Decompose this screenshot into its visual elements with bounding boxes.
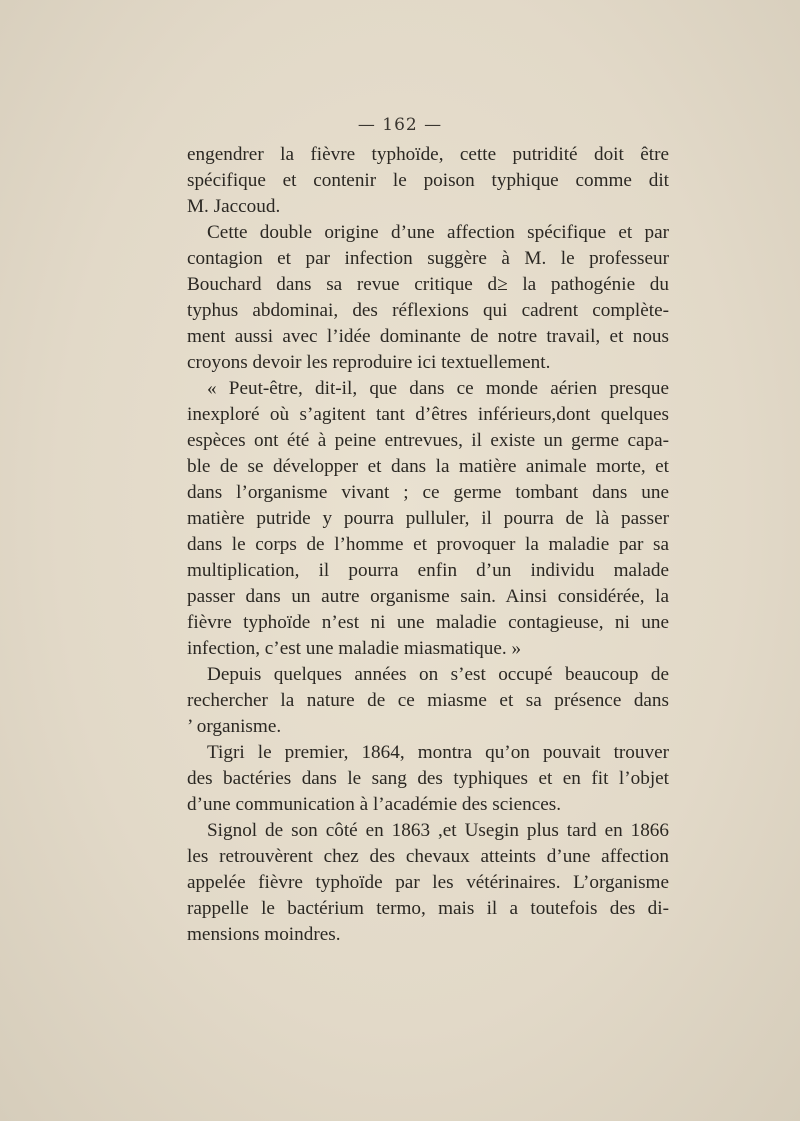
text-line: inexploré où s’agitent tant d’êtres inférieurs,dont quelques — [187, 404, 669, 425]
text-line: rappelle le bactérium termo, mais il a toutefois des di- — [187, 898, 669, 919]
text-line: passer dans un autre organisme sain. Ainsi considérée, la — [187, 586, 669, 607]
text-line: les retrouvèrent chez des chevaux atteints d’une affection — [187, 846, 669, 867]
text-line: typhus abdominai, des réflexions qui cadrent complète- — [187, 300, 669, 321]
text-line: appelée fièvre typhoïde par les vétérinaires. L’organisme — [187, 872, 669, 893]
text-line: Bouchard dans sa revue critique d≥ la pathogénie du — [187, 274, 669, 295]
text-line: ment aussi avec l’idée dominante de notre travail, et nous — [187, 326, 669, 347]
text-line: dans le corps de l’homme et provoquer la maladie par sa — [187, 534, 669, 555]
text-line: ble de se développer et dans la matière animale morte, et — [187, 456, 669, 477]
text-line: Tigri le premier, 1864, montra qu’on pouvait trouver — [207, 742, 669, 763]
text-line: multiplication, il pourra enfin d’un individu malade — [187, 560, 669, 581]
text-line: mensions moindres. — [187, 924, 341, 945]
text-line: dans l’organisme vivant ; ce germe tombant dans une — [187, 482, 669, 503]
text-line: d’une communication à l’académie des sciences. — [187, 794, 561, 815]
text-line: Signol de son côté en 1863 ,et Usegin plus tard en 1866 — [207, 820, 669, 841]
text-line: Depuis quelques années on s’est occupé beaucoup de — [207, 664, 669, 685]
text-line: des bactéries dans le sang des typhiques et en fit l’objet — [187, 768, 669, 789]
text-line: infection, c’est une maladie miasmatique. » — [187, 638, 522, 659]
text-line: Cette double origine d’une affection spécifique et par — [207, 222, 669, 243]
text-line: spécifique et contenir le poison typhique comme dit — [187, 170, 669, 191]
text-line: contagion et par infection suggère à M. le professeur — [187, 248, 669, 269]
text-line: rechercher la nature de ce miasme et sa présence dans — [187, 690, 669, 711]
text-line: engendrer la fièvre typhoïde, cette putridité doit être — [187, 144, 669, 165]
text-line: fièvre typhoïde n’est ni une maladie contagieuse, ni une — [187, 612, 669, 633]
text-line: croyons devoir les reproduire ici textuellement. — [187, 352, 551, 373]
text-line: « Peut-être, dit-il, que dans ce monde aérien presque — [207, 378, 669, 399]
text-line: M. Jaccoud. — [187, 196, 281, 217]
page-number: — 162 — — [357, 115, 443, 135]
text-line: espèces ont été à peine entrevues, il existe un germe capa- — [187, 430, 669, 451]
text-line: matière putride y pourra pulluler, il pourra de là passer — [187, 508, 669, 529]
text-line: ’ organisme. — [187, 716, 282, 737]
body-text — [187, 142, 669, 948]
